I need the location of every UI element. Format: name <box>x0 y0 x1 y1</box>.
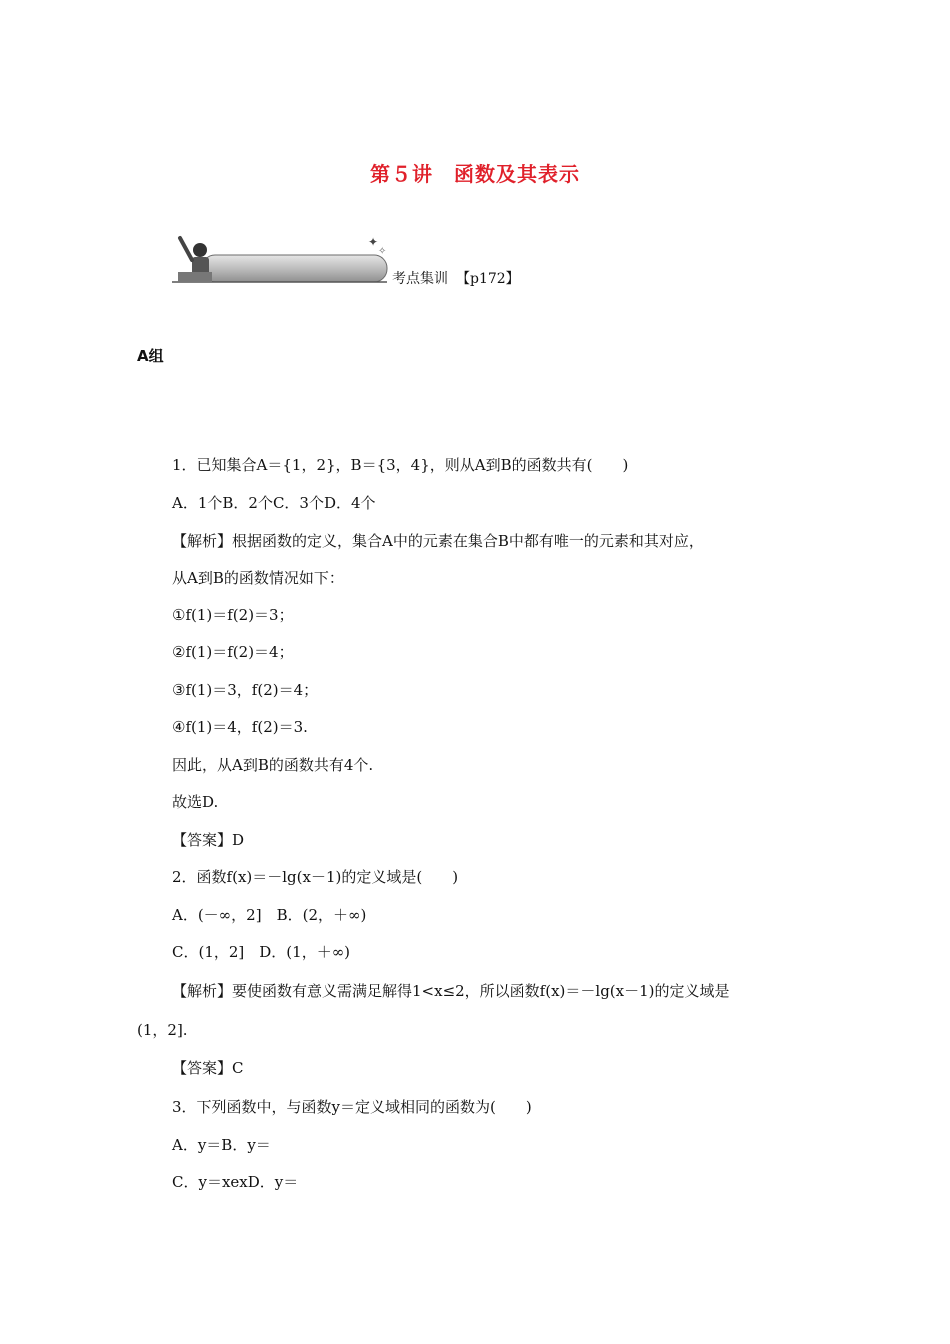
analysis-1-case-4: ④f(1)＝4，f(2)＝3. <box>172 718 308 736</box>
question-3-options-cd: C．y＝xexD．y＝ <box>172 1173 299 1191</box>
analysis-2: 【解析】要使函数有意义需满足解得1<x≤2，所以函数f(x)＝－lg(x－1)的定义域是 <box>172 982 730 1000</box>
analysis-1-choice: 故选D. <box>172 793 219 811</box>
question-1: 1．已知集合A＝{1，2}，B＝{3，4}，则从A到B的函数共有( ) <box>172 456 629 474</box>
question-2: 2．函数f(x)＝－lg(x－1)的定义域是( ) <box>172 868 459 886</box>
answer-1: 【答案】D <box>172 831 245 849</box>
question-1-options: A．1个B．2个C．3个D．4个 <box>172 494 376 512</box>
group-label: A组 <box>137 347 164 365</box>
svg-text:✦: ✦ <box>368 235 379 249</box>
banner-label: 考点集训 <box>392 271 448 287</box>
analysis-1: 【解析】根据函数的定义，集合A中的元素在集合B中都有唯一的元素和其对应， <box>172 532 704 550</box>
analysis-1-case-2: ②f(1)＝f(2)＝4； <box>172 643 294 661</box>
banner-page-ref: 【p172】 <box>456 271 520 287</box>
svg-text:✧: ✧ <box>378 246 387 257</box>
page-title: 第５讲 函数及其表示 <box>370 162 580 186</box>
analysis-1-conclusion: 因此，从A到B的函数共有4个. <box>172 756 374 774</box>
answer-2: 【答案】C <box>172 1059 244 1077</box>
analysis-1-case-3: ③f(1)＝3，f(2)＝4； <box>172 681 319 699</box>
question-3: 3．下列函数中，与函数y＝定义域相同的函数为( ) <box>172 1098 532 1116</box>
analysis-2-wrap: (1，2]. <box>137 1021 188 1039</box>
question-2-options-cd: C．(1，2] D．(1，＋∞) <box>172 943 351 961</box>
section-banner <box>172 228 592 292</box>
analysis-1-case-1: ①f(1)＝f(2)＝3； <box>172 606 294 624</box>
question-2-options-ab: A．(－∞，2] B．(2，＋∞) <box>172 906 367 924</box>
question-3-options-ab: A．y＝B．y＝ <box>172 1136 271 1154</box>
analysis-1-line: 从A到B的函数情况如下： <box>172 569 344 587</box>
student-banner-illustration <box>172 228 592 292</box>
